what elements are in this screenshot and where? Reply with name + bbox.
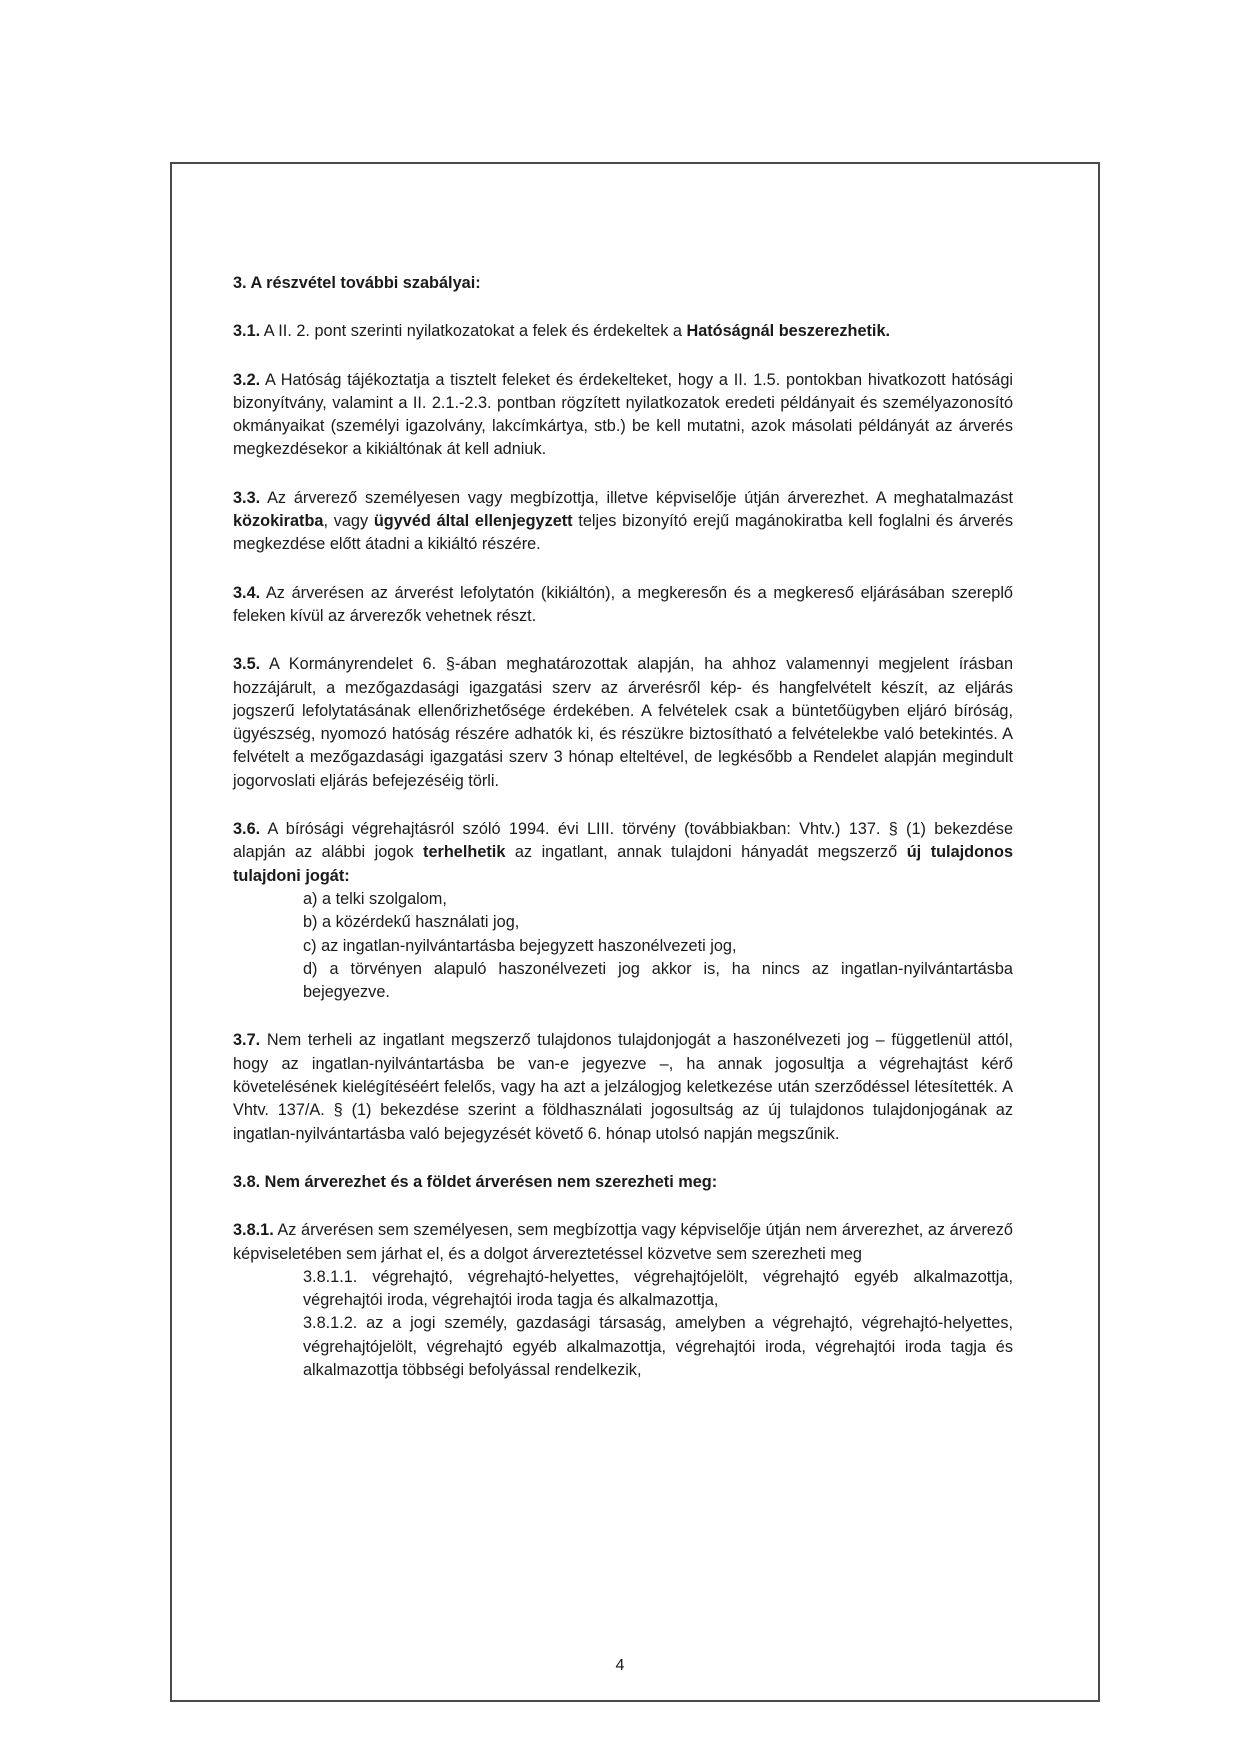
paragraph-text: A Hatóság tájékoztatja a tisztelt feleket és érdekelteket, hogy a II. 1.5. pontokban hivatkozott hatósági bizonyítvány, valamint a II. 2.1.-2.3. pontban rögzített nyilatkozatok eredeti példányait és személyazonosító okmányaikat (személyi igazolvány, lakcímkártya, stb.) be kell mutatni, azok másolati példányát az árverés megkezdésekor a kikiáltónak át kell adniuk. (233, 370, 1013, 459)
bold-text: Hatóságnál beszerezhetik. (686, 322, 891, 341)
list-item: 3.8.1.2. az a jogi személy, gazdasági társaság, amelyben a végrehajtó, végrehajtó-helyettes, végrehajtójelölt, végrehajtó egyéb alkalmazottja, végrehajtói iroda, végrehajtói iroda tagja és alkalmazottja többségi befolyással rendelkezik, (303, 1314, 1013, 1379)
paragraph-text: , vagy (323, 512, 374, 531)
paragraph-3-2 (233, 369, 1013, 462)
page-number: 4 (615, 1657, 625, 1674)
paragraph-text: A bírósági végrehajtásról szóló 1994. évi LIII. törvény (továbbiakban: Vhtv.) 137. § (1) bekezdése alapján az alábbi jogok (233, 820, 1013, 862)
paragraph-3-1 (233, 320, 1013, 343)
paragraph-text: A II. 2. pont szerinti nyilatkozatokat a felek és érdekeltek a (260, 322, 687, 341)
paragraph-3-5 (233, 653, 1013, 793)
paragraph-number: 3.1. (233, 322, 261, 341)
paragraph-number: 3.8.1. (233, 1221, 274, 1240)
paragraph-text: Az árverező személyesen vagy megbízottja, illetve képviselője útján árverezhet. A meghatalmazást (260, 488, 1013, 507)
paragraph-number: 3.2. (233, 370, 261, 389)
paragraph-3-4 (233, 582, 1013, 629)
paragraph-text: Nem terheli az ingatlant megszerző tulajdonos tulajdonjogát a haszonélvezeti jog – függetlenül attól, hogy az ingatlan-nyilvántartásba be van-e jegyezve –, ha annak jogosultja a végrehajtást kérő követelésének kielégítéséért felelős, vagy ha azt a jelzálogjog keletkezése után szerződéssel létesítették. A Vhtv. 137/A. § (1) bekezdése szerint a földhasználati jogosultság az új tulajdonos tulajdonjogának az ingatlan-nyilvántartásba való bejegyzését követő 6. hónap utolsó napján megszűnik. (233, 1031, 1013, 1143)
bold-text: közokiratba (233, 512, 324, 531)
list-item: a) a telki szolgalom, (303, 889, 447, 908)
section-title: 3. A részvétel további szabályai: (233, 274, 481, 292)
bold-text: 3.8. Nem árverezhet és a földet árverésen nem szerezheti meg: (233, 1172, 718, 1191)
bold-text: új tulajdonos tulajdoni jogát: (233, 843, 1013, 885)
document-body (233, 272, 1013, 1382)
paragraph-text: az ingatlant, annak tulajdoni hányadát megszerző (505, 843, 907, 862)
paragraph-text: teljes bizonyító erejű magánokiratba kell foglalni és árverés megkezdése előtt átadni a kikiáltó részére. (233, 512, 1013, 554)
paragraph-number: 3.4. (233, 583, 261, 602)
paragraph-text: A Kormányrendelet 6. §-ában meghatározottak alapján, ha ahhoz valamennyi megjelent írásban hozzájárult, a mezőgazdasági igazgatási szerv az árverésről kép- és hangfelvételt készít, az eljárás jogszerű lefolytatásának ellenőrizhetősége érdekében. A felvételek csak a büntetőügyben eljáró bíróság, ügyészség, nyomozó hatóság részére adhatók ki, és részükre biztosítható a felvételekbe való betekintés. A felvételt a mezőgazdasági igazgatási szerv 3 hónap elteltével, de legkésőbb a Rendelet alapján megindult jogorvoslati eljárás befejezéséig törli. (233, 655, 1013, 790)
bold-text: terhelhetik (423, 843, 506, 862)
paragraph-number: 3.6. (233, 820, 261, 839)
list-item: d) a törvényen alapuló haszonélvezeti jog akkor is, ha nincs az ingatlan-nyilvántartásba bejegyezve. (303, 959, 1013, 1002)
paragraph-3-3 (233, 487, 1013, 557)
bold-text: ügyvéd által ellenjegyzett (373, 512, 573, 531)
list-item: c) az ingatlan-nyilvántartásba bejegyzett haszonélvezeti jog, (303, 936, 737, 955)
list-item: 3.8.1.1. végrehajtó, végrehajtó-helyettes, végrehajtójelölt, végrehajtó egyéb alkalmazottja, végrehajtói iroda, végrehajtói iroda tagja és alkalmazottja, (303, 1267, 1013, 1310)
paragraph-text: Az árverésen sem személyesen, sem megbízottja vagy képviselője útján nem árverezhet, az árverező képviseletében sem járhat el, és a dolgot árvereztetéssel közvetve sem szerezheti meg (233, 1221, 1013, 1263)
paragraph-3-8-title (233, 1171, 1013, 1194)
paragraph-3-8-1 (233, 1219, 1013, 1266)
paragraph-3-6 (233, 818, 1013, 888)
rights-list (233, 888, 1013, 1004)
list-item: b) a közérdekű használati jog, (303, 913, 520, 932)
paragraph-number: 3.5. (233, 655, 261, 674)
paragraph-number: 3.3. (233, 488, 261, 507)
paragraph-text: Az árverésen az árverést lefolytatón (kikiáltón), a megkeresőn és a megkereső eljárásában szereplő feleken kívül az árverezők vehetnek részt. (233, 583, 1013, 625)
exclusion-list (233, 1266, 1013, 1382)
paragraph-3-7 (233, 1029, 1013, 1145)
paragraph-number: 3.7. (233, 1031, 261, 1050)
